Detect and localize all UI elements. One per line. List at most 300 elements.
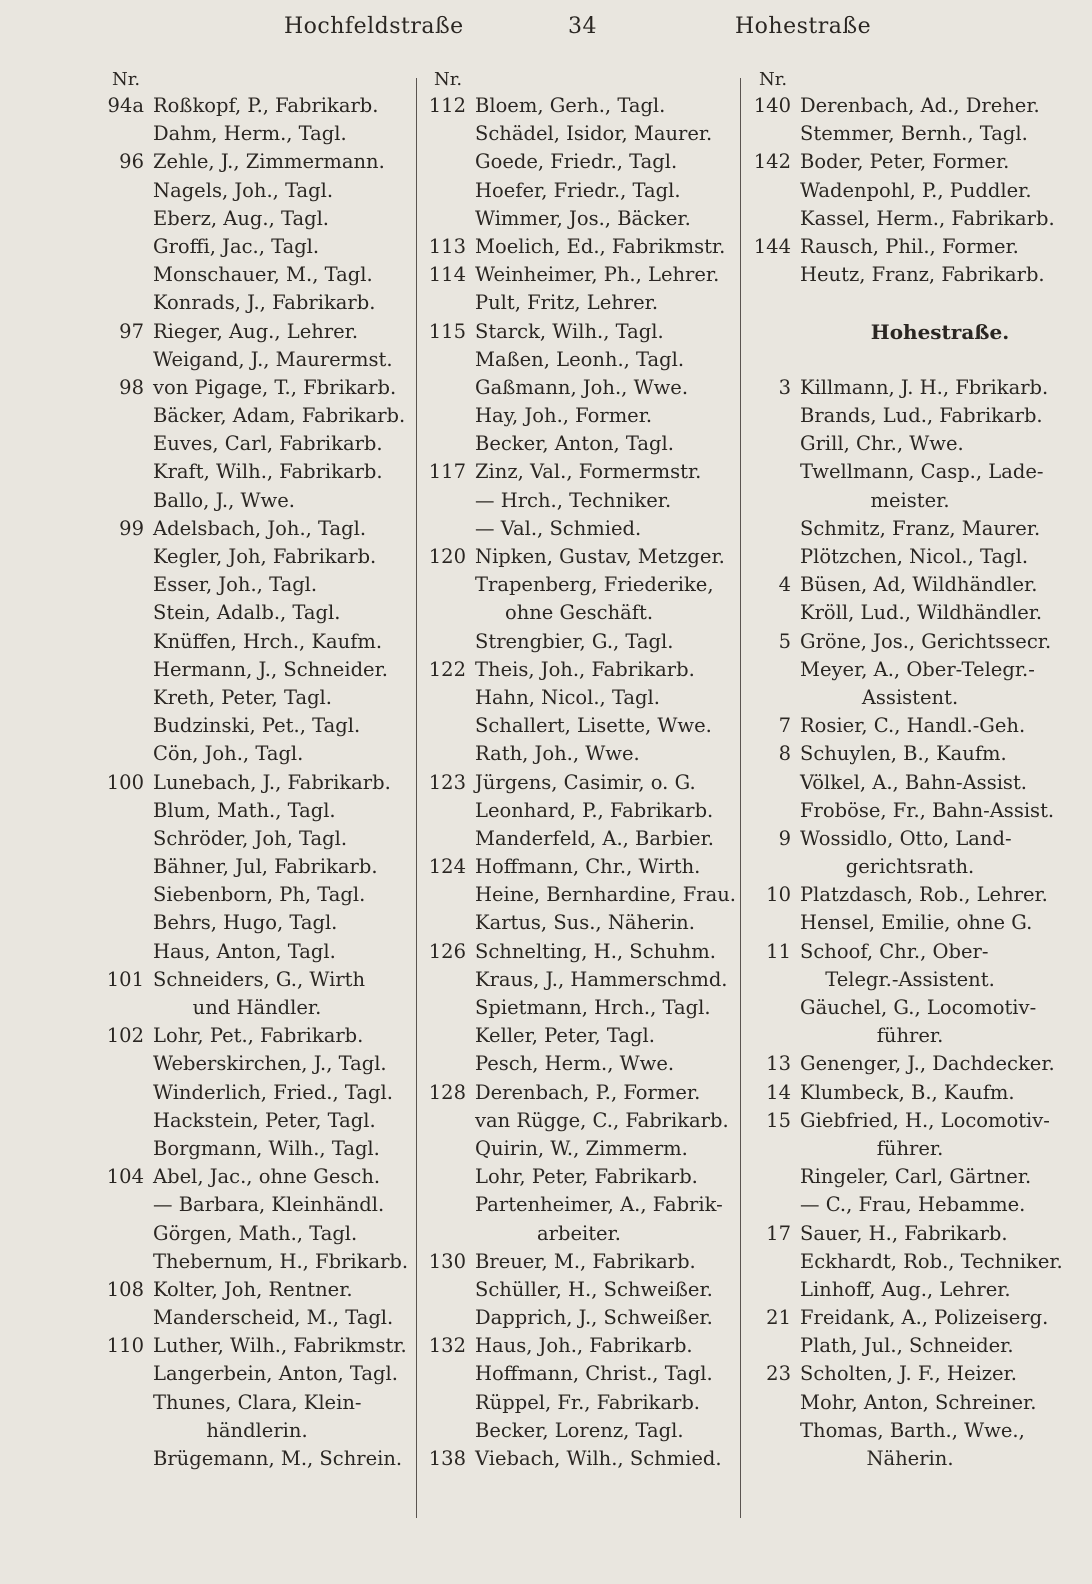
resident-entry: Blum, Math., Tagl.	[153, 798, 336, 822]
resident-entry: Wadenpohl, P., Puddler.	[800, 178, 1032, 202]
resident-entry: Manderscheid, M., Tagl.	[153, 1306, 394, 1330]
directory-entry	[745, 1107, 1075, 1135]
directory-entry	[420, 656, 738, 684]
directory-entry	[745, 148, 1075, 176]
resident-entry: Bähner, Jul, Fabrikarb.	[153, 855, 378, 879]
directory-entry	[420, 233, 738, 261]
house-number	[420, 881, 466, 909]
resident-entry: Rieger, Aug., Lehrer.	[153, 319, 359, 343]
house-number	[98, 1389, 144, 1417]
house-number	[745, 1389, 791, 1417]
directory-entry	[420, 318, 738, 346]
column-divider	[740, 78, 741, 1518]
resident-entry: Schuylen, B., Kaufm.	[800, 742, 1007, 766]
resident-entry: Lunebach, J., Fabrikarb.	[153, 770, 391, 794]
directory-entry	[745, 92, 1075, 120]
house-number	[420, 628, 466, 656]
resident-entry: Konrads, J., Fabrikarb.	[153, 291, 376, 315]
resident-entry: Kassel, Herm., Fabrikarb.	[800, 206, 1055, 230]
house-number	[98, 1360, 144, 1388]
directory-entry	[420, 1332, 738, 1360]
resident-entry: Brands, Lud., Fabrikarb.	[800, 404, 1043, 428]
resident-entry: Strengbier, G., Tagl.	[475, 629, 674, 653]
house-number	[98, 120, 144, 148]
directory-entry	[98, 938, 416, 966]
house-number: 9	[778, 826, 791, 850]
directory-entry	[98, 656, 416, 684]
resident-entry: Maßen, Leonh., Tagl.	[475, 347, 685, 371]
resident-entry: ohne Geschäft.	[504, 601, 654, 625]
directory-entry	[420, 92, 738, 120]
resident-entry: Killmann, J. H., Fbrikarb.	[800, 375, 1049, 399]
directory-entry	[98, 881, 416, 909]
house-number	[420, 346, 466, 374]
house-number: 142	[753, 150, 791, 174]
house-number	[420, 994, 466, 1022]
resident-entry: Behrs, Hugo, Tagl.	[153, 911, 338, 935]
resident-entry: und Händler.	[192, 996, 322, 1019]
directory-entry	[420, 1163, 738, 1191]
house-number	[98, 1135, 144, 1163]
directory-entry	[98, 543, 416, 571]
resident-entry: Kröll, Lud., Wildhändler.	[800, 601, 1043, 625]
directory-entry	[745, 205, 1075, 233]
resident-entry: Nipken, Gustav, Metzger.	[475, 545, 725, 568]
resident-entry: Hay, Joh., Former.	[475, 404, 653, 428]
directory-entry	[420, 1389, 738, 1417]
resident-entry: Derenbach, Ad., Dreher.	[800, 94, 1040, 117]
resident-entry: gerichtsrath.	[845, 855, 975, 879]
house-number	[745, 346, 791, 374]
resident-entry	[791, 289, 800, 317]
directory-entry	[98, 797, 416, 825]
house-number	[420, 205, 466, 233]
house-number	[98, 487, 144, 515]
house-number: 97	[119, 319, 144, 343]
resident-entry: Hermann, J., Schneider.	[153, 657, 388, 681]
resident-entry: Hahn, Nicol., Tagl.	[475, 685, 660, 709]
house-number: 132	[428, 1334, 466, 1358]
directory-entry	[420, 1191, 738, 1219]
directory-entry	[745, 966, 1075, 994]
directory-entry	[745, 853, 1075, 881]
resident-entry: Pesch, Herm., Wwe.	[475, 1052, 675, 1076]
house-number	[745, 769, 791, 797]
directory-entry	[745, 374, 1075, 402]
house-number	[420, 1135, 466, 1163]
house-number: 115	[428, 319, 466, 343]
house-number	[98, 1220, 144, 1248]
house-number	[98, 177, 144, 205]
house-number	[98, 1445, 144, 1473]
house-number: 10	[766, 883, 791, 907]
directory-entry	[420, 571, 738, 599]
resident-entry: Kolter, Joh, Rentner.	[153, 1277, 353, 1301]
house-number	[98, 458, 144, 486]
resident-entry: Groffi, Jac., Tagl.	[153, 234, 320, 258]
house-number	[420, 825, 466, 853]
house-number	[745, 909, 791, 937]
directory-entry	[745, 1191, 1075, 1219]
resident-entry: Gäuchel, G., Locomotiv-	[800, 996, 1037, 1019]
directory-entry	[745, 1417, 1075, 1445]
resident-entry: Spietmann, Hrch., Tagl.	[475, 996, 711, 1019]
directory-entry	[745, 740, 1075, 768]
house-number: 17	[766, 1221, 791, 1245]
house-number	[420, 712, 466, 740]
resident-entry: Haus, Anton, Tagl.	[153, 939, 336, 963]
directory-entry	[98, 515, 416, 543]
resident-entry: Plath, Jul., Schneider.	[800, 1334, 1014, 1358]
resident-entry: Kreth, Peter, Tagl.	[153, 685, 332, 709]
resident-entry: — Hrch., Techniker.	[475, 488, 672, 512]
resident-entry: Genenger, J., Dachdecker.	[800, 1052, 1055, 1076]
resident-entry: Keller, Peter, Tagl.	[475, 1024, 655, 1048]
resident-entry: Hackstein, Peter, Tagl.	[153, 1108, 376, 1132]
directory-entry	[98, 684, 416, 712]
house-number	[98, 571, 144, 599]
house-number	[98, 881, 144, 909]
house-number	[98, 684, 144, 712]
directory-entry	[420, 487, 738, 515]
page-number: 34	[568, 14, 597, 39]
house-number: 126	[428, 939, 466, 963]
directory-entry	[745, 769, 1075, 797]
house-number: 117	[428, 460, 466, 484]
resident-entry: Winderlich, Fried., Tagl.	[153, 1080, 393, 1104]
directory-entry	[420, 177, 738, 205]
directory-entry	[745, 825, 1075, 853]
house-number: 138	[428, 1447, 466, 1470]
house-number: 113	[428, 234, 466, 258]
house-number	[98, 825, 144, 853]
resident-entry: — C., Frau, Hebamme.	[800, 1193, 1026, 1217]
directory-entry	[745, 881, 1075, 909]
house-number: 102	[106, 1024, 144, 1048]
directory-entry	[420, 515, 738, 543]
directory-entry	[745, 1248, 1075, 1276]
blank-line	[745, 346, 1075, 374]
directory-entry	[420, 120, 738, 148]
directory-entry	[98, 599, 416, 627]
house-number	[420, 374, 466, 402]
directory-entry	[420, 1135, 738, 1163]
house-number	[745, 177, 791, 205]
directory-entry	[745, 797, 1075, 825]
resident-entry: Schoof, Chr., Ober-	[800, 939, 989, 963]
resident-entry: Manderfeld, A., Barbier.	[475, 826, 714, 850]
house-number	[98, 1050, 144, 1078]
directory-entry	[420, 769, 738, 797]
directory-entry	[745, 656, 1075, 684]
directory-entry	[745, 938, 1075, 966]
house-number	[420, 1050, 466, 1078]
resident-entry: Thunes, Clara, Klein-	[153, 1390, 362, 1414]
house-number	[98, 1079, 144, 1107]
directory-entry	[420, 797, 738, 825]
resident-entry: Assistent.	[861, 685, 959, 709]
directory-entry	[98, 1079, 416, 1107]
house-number	[98, 233, 144, 261]
house-number	[420, 1163, 466, 1191]
house-number	[420, 571, 466, 599]
directory-entry	[420, 938, 738, 966]
resident-entry: Quirin, W., Zimmerm.	[475, 1136, 688, 1160]
resident-entry: Weinheimer, Ph., Lehrer.	[475, 263, 720, 287]
house-number	[98, 740, 144, 768]
directory-entry	[745, 1079, 1075, 1107]
resident-entry: Thebernum, H., Fbrikarb.	[153, 1249, 409, 1273]
resident-entry: Abel, Jac., ohne Gesch.	[153, 1165, 381, 1189]
resident-entry: Wossidlo, Otto, Land-	[800, 826, 1012, 850]
house-number	[420, 1417, 466, 1445]
house-number: 8	[778, 742, 791, 766]
directory-entry	[98, 374, 416, 402]
directory-entry	[745, 177, 1075, 205]
house-number	[745, 1276, 791, 1304]
house-number	[98, 1107, 144, 1135]
house-number	[98, 712, 144, 740]
house-number	[98, 289, 144, 317]
resident-entry: meister.	[870, 488, 950, 512]
resident-entry: Lohr, Pet., Fabrikarb.	[153, 1024, 364, 1048]
resident-entry: Euves, Carl, Fabrikarb.	[153, 432, 383, 456]
directory-entry	[98, 1276, 416, 1304]
house-number	[98, 261, 144, 289]
house-number	[420, 966, 466, 994]
house-number	[420, 515, 466, 543]
directory-entry	[98, 487, 416, 515]
resident-entry: führer.	[876, 1136, 944, 1160]
resident-entry: Ringeler, Carl, Gärtner.	[800, 1165, 1032, 1189]
resident-entry: Schmitz, Franz, Maurer.	[800, 516, 1041, 540]
directory-entry	[745, 571, 1075, 599]
directory-entry	[420, 966, 738, 994]
house-number	[745, 599, 791, 627]
house-number: 130	[428, 1249, 466, 1273]
house-number: 7	[778, 714, 791, 738]
resident-entry: van Rügge, C., Fabrikarb.	[475, 1108, 729, 1132]
directory-entry	[98, 994, 416, 1022]
directory-entry	[98, 1445, 416, 1473]
resident-entry: Hoffmann, Chr., Wirth.	[475, 855, 701, 879]
house-number	[420, 1107, 466, 1135]
directory-entry	[98, 346, 416, 374]
house-number	[420, 402, 466, 430]
resident-entry: Dapprich, J., Schweißer.	[475, 1306, 713, 1330]
resident-entry: Schallert, Lisette, Wwe.	[475, 714, 712, 738]
resident-entry: Büsen, Ad, Wildhändler.	[800, 573, 1038, 597]
house-number	[745, 1163, 791, 1191]
directory-entry	[420, 1107, 738, 1135]
resident-entry: Sauer, H., Fabrikarb.	[800, 1221, 1008, 1245]
directory-entry	[420, 374, 738, 402]
directory-entry	[745, 120, 1075, 148]
directory-entry	[98, 430, 416, 458]
directory-entry	[98, 1332, 416, 1360]
directory-entry	[745, 909, 1075, 937]
house-number	[420, 289, 466, 317]
resident-entry: arbeiter.	[537, 1221, 621, 1245]
house-number	[98, 628, 144, 656]
resident-entry: Platzdasch, Rob., Lehrer.	[800, 883, 1048, 907]
directory-entry	[745, 402, 1075, 430]
column-divider	[416, 78, 417, 1518]
directory-entry	[420, 1079, 738, 1107]
resident-entry: Partenheimer, A., Fabrik-	[475, 1193, 723, 1217]
directory-entry	[745, 994, 1075, 1022]
house-number	[420, 1360, 466, 1388]
resident-entry: Starck, Wilh., Tagl.	[475, 319, 664, 343]
house-number	[745, 402, 791, 430]
house-number	[420, 148, 466, 176]
directory-entry	[745, 487, 1075, 515]
resident-entry: Ballo, J., Wwe.	[153, 488, 295, 512]
resident-entry: Hoffmann, Christ., Tagl.	[475, 1362, 713, 1386]
directory-entry	[745, 1220, 1075, 1248]
house-number	[745, 261, 791, 289]
resident-entry: Rausch, Phil., Former.	[800, 234, 1019, 258]
resident-entry: Theis, Joh., Fabrikarb.	[475, 657, 695, 681]
directory-entry	[420, 628, 738, 656]
resident-entry: Goede, Friedr., Tagl.	[475, 150, 678, 174]
house-number	[420, 1022, 466, 1050]
house-number	[420, 740, 466, 768]
directory-entry	[98, 1304, 416, 1332]
resident-entry: Roßkopf, P., Fabrikarb.	[153, 94, 379, 117]
house-number	[98, 205, 144, 233]
resident-entry: Hensel, Emilie, ohne G.	[800, 911, 1033, 935]
house-number: 144	[753, 234, 791, 258]
house-number	[745, 289, 791, 317]
house-number: 112	[428, 94, 466, 117]
resident-entry: Bäcker, Adam, Fabrikarb.	[153, 404, 406, 428]
column-2	[420, 68, 738, 1473]
house-number: 96	[119, 150, 144, 174]
directory-entry	[98, 769, 416, 797]
house-number	[98, 599, 144, 627]
directory-entry	[98, 825, 416, 853]
house-number: 100	[106, 770, 144, 794]
directory-entry	[420, 430, 738, 458]
house-number: 21	[766, 1306, 791, 1330]
house-number	[420, 177, 466, 205]
directory-entry	[420, 599, 738, 627]
directory-entry	[98, 1107, 416, 1135]
directory-entry	[745, 1050, 1075, 1078]
directory-entry	[98, 1135, 416, 1163]
house-number	[98, 909, 144, 937]
directory-entry	[98, 740, 416, 768]
directory-entry	[745, 1276, 1075, 1304]
resident-entry: Schüller, H., Schweißer.	[475, 1277, 713, 1301]
directory-entry	[98, 402, 416, 430]
resident-entry: Cön, Joh., Tagl.	[153, 742, 304, 766]
resident-entry: Rath, Joh., Wwe.	[475, 742, 640, 766]
resident-entry: Völkel, A., Bahn-Assist.	[800, 770, 1027, 794]
running-head-left: Hochfeldstraße	[284, 14, 464, 39]
directory-entry	[745, 1445, 1075, 1473]
directory-entry	[98, 571, 416, 599]
house-number	[98, 543, 144, 571]
house-number	[745, 120, 791, 148]
resident-entry: Gaßmann, Joh., Wwe.	[475, 375, 689, 399]
resident-entry: Heine, Bernhardine, Frau.	[475, 883, 736, 907]
resident-entry: Luther, Wilh., Fabrikmstr.	[153, 1334, 407, 1358]
house-number: 140	[753, 94, 791, 117]
house-number	[745, 1248, 791, 1276]
directory-entry	[745, 1332, 1075, 1360]
resident-entry: Siebenborn, Ph, Tagl.	[153, 883, 366, 907]
resident-entry: Kraft, Wilh., Fabrikarb.	[153, 460, 383, 484]
resident-entry: Jürgens, Casimir, o. G.	[475, 770, 696, 794]
house-number	[745, 515, 791, 543]
resident-entry: Schnelting, H., Schuhm.	[475, 939, 716, 963]
resident-entry: Meyer, A., Ober-Telegr.-	[800, 657, 1035, 681]
resident-entry: Adelsbach, Joh., Tagl.	[153, 516, 367, 540]
directory-entry	[420, 543, 738, 571]
resident-entry	[791, 346, 800, 374]
house-number: 98	[119, 375, 144, 399]
directory-entry	[420, 853, 738, 881]
house-number: 114	[428, 263, 466, 287]
directory-entry	[745, 1022, 1075, 1050]
directory-entry	[98, 233, 416, 261]
resident-entry: Derenbach, P., Former.	[475, 1080, 701, 1104]
directory-entry	[745, 1163, 1075, 1191]
directory-entry	[420, 346, 738, 374]
directory-entry	[745, 515, 1075, 543]
directory-entry	[745, 261, 1075, 289]
directory-entry	[98, 318, 416, 346]
section-title: Hohestraße.	[870, 319, 1010, 344]
house-number: 11	[766, 939, 791, 963]
section-heading	[745, 318, 1075, 346]
house-number: 99	[119, 516, 144, 540]
resident-entry: — Barbara, Kleinhändl.	[153, 1193, 385, 1217]
resident-entry: Näherin.	[866, 1447, 954, 1470]
directory-entry	[98, 1163, 416, 1191]
directory-entry	[98, 1220, 416, 1248]
resident-entry: Stemmer, Bernh., Tagl.	[800, 122, 1028, 146]
house-number: 124	[428, 855, 466, 879]
directory-entry	[98, 1360, 416, 1388]
resident-entry: Budzinski, Pet., Tagl.	[153, 714, 361, 738]
house-number: 4	[778, 573, 791, 597]
resident-entry: führer.	[876, 1024, 944, 1048]
column-1	[98, 68, 416, 1473]
directory-entry	[420, 148, 738, 176]
directory-entry	[420, 261, 738, 289]
house-number: 3	[778, 375, 791, 399]
directory-entry	[420, 1248, 738, 1276]
resident-entry: Plötzchen, Nicol., Tagl.	[800, 545, 1029, 568]
directory-entry	[745, 1360, 1075, 1388]
resident-entry: Schröder, Joh, Tagl.	[153, 826, 348, 850]
directory-entry	[420, 402, 738, 430]
directory-entry	[98, 177, 416, 205]
house-number: 5	[778, 629, 791, 653]
resident-entry: Scholten, J. F., Heizer.	[800, 1362, 1017, 1386]
house-number: 23	[766, 1362, 791, 1386]
directory-entry	[98, 261, 416, 289]
resident-entry: Schneiders, G., Wirth	[153, 967, 366, 991]
resident-entry: Esser, Joh., Tagl.	[153, 573, 318, 597]
directory-entry	[745, 628, 1075, 656]
directory-entry	[745, 1389, 1075, 1417]
resident-entry: Haus, Joh., Fabrikarb.	[475, 1334, 693, 1358]
directory-entry	[745, 430, 1075, 458]
